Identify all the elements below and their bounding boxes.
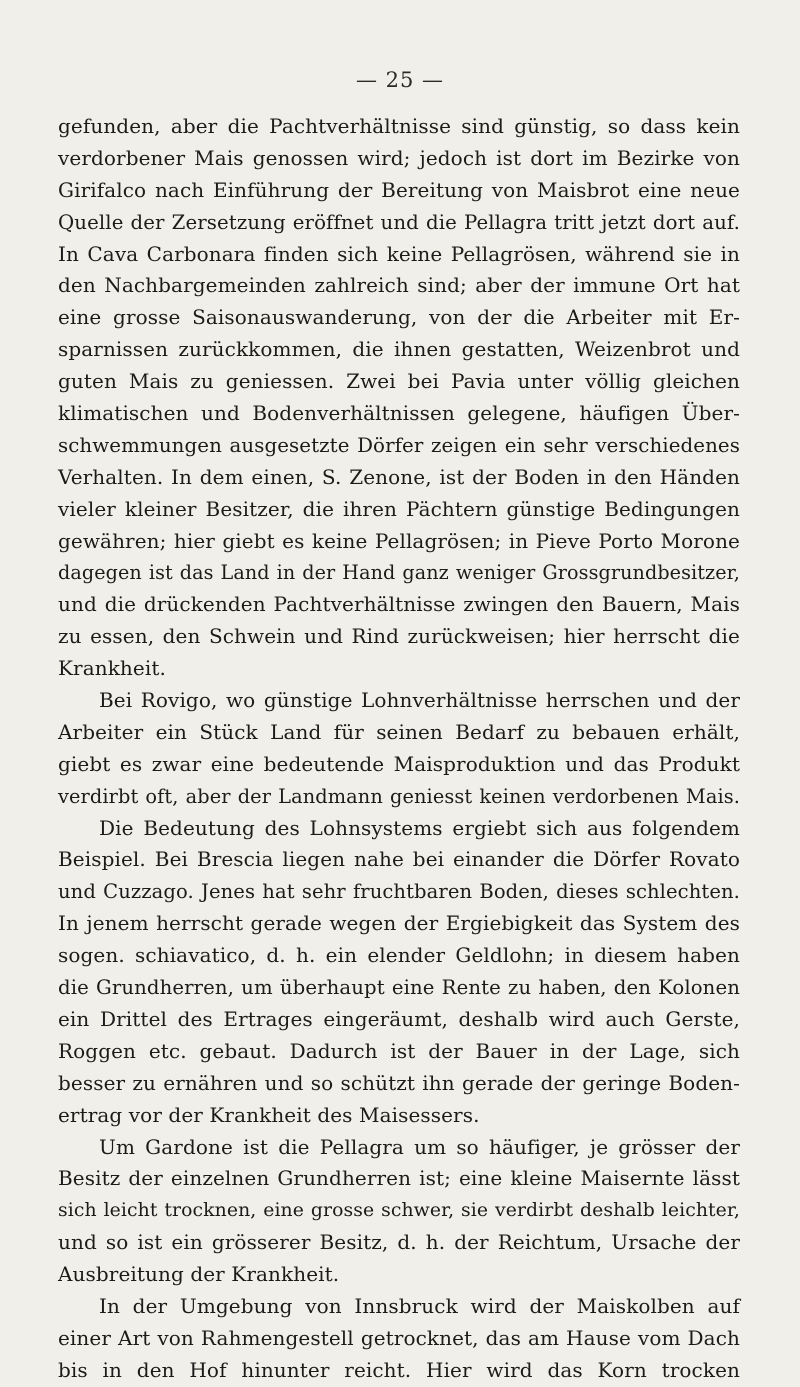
text-line: und so ist ein grösserer Besitz, d. h. der Reichtum, Ursache der xyxy=(58,1230,740,1255)
text-line: giebt es zwar eine bedeutende Maisproduktion und das Produkt xyxy=(58,751,740,776)
text-line: Um Gardone ist die Pellagra um so häufiger, je grösser der xyxy=(99,1134,740,1159)
text-line: Ausbreitung der Krankheit. xyxy=(58,1262,340,1287)
body-text xyxy=(58,111,740,1387)
text-line: verdorbener Mais genossen wird; jedoch ist dort im Bezirke von xyxy=(58,145,740,170)
text-line: und die drückenden Pachtverhältnisse zwingen den Bauern, Mais xyxy=(58,592,740,617)
text-line: dagegen ist das Land in der Hand ganz weniger Grossgrundbesitzer, xyxy=(58,561,740,585)
text-line: ein Drittel des Ertrages eingeräumt, deshalb wird auch Gerste, xyxy=(58,1006,740,1031)
text-line: ertrag vor der Krankheit des Maisessers. xyxy=(58,1102,480,1127)
text-line: vieler kleiner Besitzer, die ihren Pächtern günstige Bedingungen xyxy=(58,496,740,521)
text-line: zu essen, den Schwein und Rind zurückweisen; hier herrscht die xyxy=(58,624,740,649)
text-line: sparnissen zurückkommen, die ihnen gestatten, Weizenbrot und xyxy=(58,337,740,362)
text-line: Arbeiter ein Stück Land für seinen Bedarf zu bebauen erhält, xyxy=(58,719,740,744)
text-line: den Nachbargemeinden zahlreich sind; aber der immune Ort hat xyxy=(58,273,740,298)
text-line: In jenem herrscht gerade wegen der Ergiebigkeit das System des xyxy=(58,911,740,936)
text-line: In der Umgebung von Innsbruck wird der Maiskolben auf xyxy=(99,1293,740,1318)
text-line: schwemmungen ausgesetzte Dörfer zeigen ein sehr verschiedenes xyxy=(58,433,740,457)
text-line: Quelle der Zersetzung eröffnet und die Pellagra tritt jetzt dort auf. xyxy=(58,210,740,234)
text-line: bis in den Hof hinunter reicht. Hier wird das Korn trocken xyxy=(58,1357,740,1382)
text-line: sich leicht trocknen, eine grosse schwer, sie verdirbt deshalb leichter, xyxy=(58,1200,740,1222)
text-line: Die Bedeutung des Lohnsystems ergiebt sich aus folgendem xyxy=(99,815,740,840)
text-line: Roggen etc. gebaut. Dadurch ist der Bauer in der Lage, sich xyxy=(58,1038,740,1063)
text-line: besser zu ernähren und so schützt ihn gerade der geringe Boden- xyxy=(58,1070,740,1095)
text-line: Beispiel. Bei Brescia liegen nahe bei einander die Dörfer Rovato xyxy=(58,847,740,872)
text-line: klimatischen und Bodenverhältnissen gelegene, häufigen Über- xyxy=(58,401,740,426)
text-line: die Grundherren, um überhaupt eine Rente zu haben, den Kolonen xyxy=(58,976,740,1000)
text-line: Girifalco nach Einführung der Bereitung von Maisbrot eine neue xyxy=(58,177,740,202)
text-line: gewähren; hier giebt es keine Pellagrösen; in Pieve Porto Morone xyxy=(58,528,740,553)
text-line: verdirbt oft, aber der Landmann geniesst keinen verdorbenen Mais. xyxy=(58,784,740,808)
text-line: guten Mais zu geniessen. Zwei bei Pavia unter völlig gleichen xyxy=(58,369,740,394)
page-number: — 25 — xyxy=(355,68,445,92)
text-line: In Cava Carbonara finden sich keine Pellagrösen, während sie in xyxy=(58,241,740,266)
text-line: Besitz der einzelnen Grundherren ist; eine kleine Maisernte lässt xyxy=(58,1166,740,1191)
text-line: sogen. schiavatico, d. h. ein elender Geldlohn; in diesem haben xyxy=(58,943,740,968)
text-line: gefunden, aber die Pachtverhältnisse sind günstig, so dass kein xyxy=(58,114,740,138)
text-line: und Cuzzago. Jenes hat sehr fruchtbaren Boden, dieses schlechten. xyxy=(58,880,740,904)
text-line: einer Art von Rahmengestell getrocknet, das am Hause vom Dach xyxy=(58,1325,740,1350)
text-line: Bei Rovigo, wo günstige Lohnverhältnisse herrschen und der xyxy=(99,688,740,713)
text-line: Verhalten. In dem einen, S. Zenone, ist der Boden in den Händen xyxy=(58,464,740,489)
text-line: Krankheit. xyxy=(58,656,166,681)
text-line: eine grosse Saisonauswanderung, von der die Arbeiter mit Er- xyxy=(58,305,740,330)
